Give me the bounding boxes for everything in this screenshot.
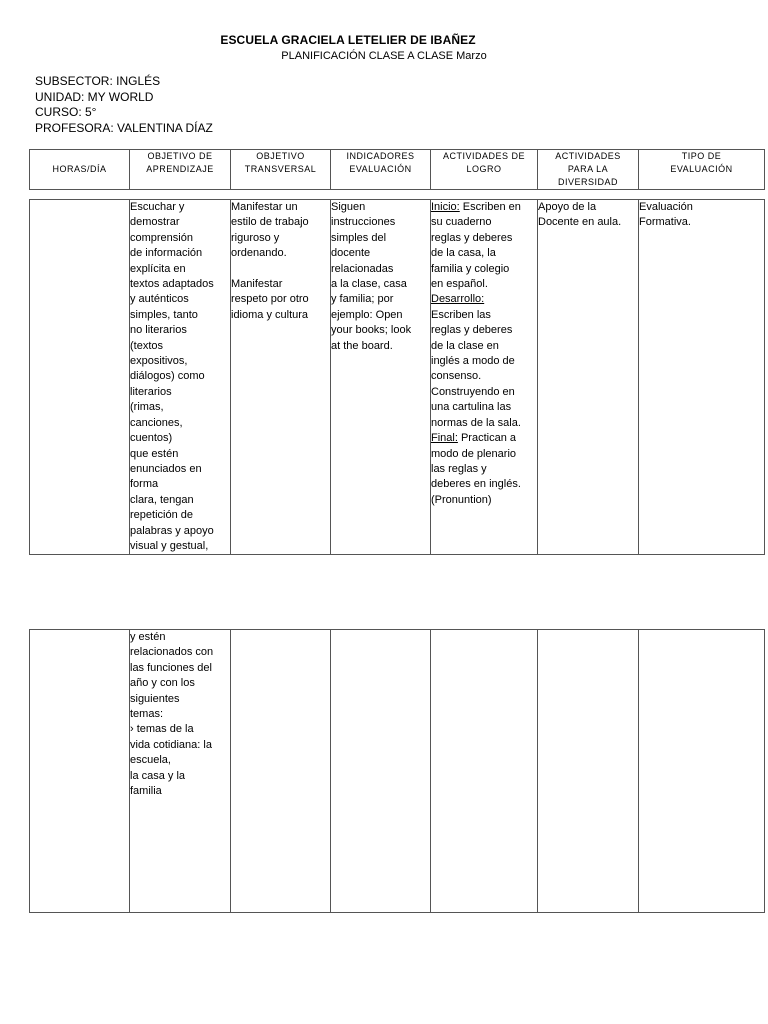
cell-text-line [431, 323, 537, 338]
cell-text-line: no literarios [130, 324, 187, 337]
planning-table-row-1 [29, 199, 765, 555]
cell-text-line [431, 385, 537, 400]
cell-text-line [431, 308, 537, 323]
cell-text-line [431, 447, 537, 462]
cell-actividades-logro [431, 200, 538, 555]
header-horas: HORAS/DÍA [30, 150, 130, 190]
cell-text-line: literarios [130, 385, 172, 398]
cell-diversidad [538, 200, 639, 555]
cell-text-line: ordenando. [231, 247, 287, 260]
cell-text-line: instrucciones [331, 216, 396, 229]
header-row [30, 150, 765, 190]
cell-text: Escriben en [459, 201, 521, 213]
cell-text-line: vida cotidiana: la [130, 738, 212, 751]
cell-text: reglas y deberes [431, 231, 513, 244]
cell-text-line [431, 292, 537, 307]
cell-text: deberes en inglés. [431, 478, 521, 491]
cell-text: inglés a modo de [431, 355, 515, 368]
cell-text-line: relacionados con [130, 646, 214, 659]
cell-text-line: Formativa. [639, 216, 691, 229]
cell-text-line: año y con los [130, 677, 195, 690]
cell-text: modo de plenario [431, 447, 517, 460]
section-label: Inicio: [431, 201, 460, 213]
cell-objetivo-aprendizaje [130, 200, 231, 555]
cell-text-line [431, 215, 537, 230]
cell-tipo-evaluacion [639, 630, 765, 913]
cell-text-line [431, 477, 537, 492]
cell-text: normas de la sala. [431, 416, 521, 429]
planning-table-row-2 [29, 629, 765, 913]
cell-text-line: estilo de trabajo [231, 216, 309, 229]
table-row [30, 200, 765, 555]
section-label: Final: [431, 432, 458, 445]
cell-text-line: simples del [331, 231, 387, 244]
cell-text-line: respeto por otro [231, 293, 309, 306]
cell-text-line: siguientes [130, 692, 180, 705]
profesora-line: PROFESORA: VALENTINA DÍAZ [35, 120, 213, 135]
cell-text-line [431, 400, 537, 415]
cell-text-line: palabras y apoyo [130, 524, 214, 537]
cell-text-line: de información [130, 247, 203, 260]
cell-text-line [431, 200, 537, 215]
header-tipo-evaluacion [639, 150, 765, 190]
cell-text-line: Escuchar y [130, 201, 185, 213]
cell-text-line: enunciados en [130, 462, 202, 475]
cell-text-line: (rimas, [130, 401, 164, 414]
cell-text-line [431, 231, 537, 246]
cell-text: reglas y deberes [431, 324, 513, 337]
cell-text-line [431, 354, 537, 369]
cell-indicadores [331, 200, 431, 555]
cell-text-line: las funciones del [130, 661, 212, 674]
cell-text-line: canciones, [130, 416, 183, 429]
cell-text-line: escuela, [130, 754, 171, 767]
cell-text-line: repetición de [130, 509, 193, 522]
cell-text-line: › temas de la [130, 723, 194, 736]
cell-text-line: Docente en aula. [538, 216, 622, 229]
cell-text: (Pronuntion) [431, 493, 492, 506]
header-label-line: ACTIVIDADES [555, 151, 621, 161]
plan-title: PLANIFICACIÓN CLASE A CLASE Marzo [281, 50, 487, 62]
cell-text: su cuaderno [431, 216, 492, 229]
cell-text-line: at the board. [331, 339, 393, 352]
cell-text-line: Siguen [331, 201, 366, 213]
cell-text-line [431, 431, 537, 446]
cell-text-line: clara, tengan [130, 493, 194, 506]
cell-text-line [231, 262, 330, 277]
cell-text-line [431, 246, 537, 261]
cell-text-line: textos adaptados [130, 278, 214, 291]
cell-text: en español. [431, 278, 488, 291]
cell-text-line: Manifestar [231, 278, 283, 291]
header-label-line: TIPO DE [681, 151, 722, 161]
header-actividades-diversidad [538, 150, 639, 190]
cell-indicadores [331, 630, 431, 913]
cell-text-line: docente [331, 247, 371, 260]
header-label-line: APRENDIZAJE [146, 164, 214, 174]
cell-text-line: comprensión [130, 231, 193, 244]
section-label: Desarrollo: [431, 293, 485, 306]
header-label-line: INDICADORES [346, 151, 415, 161]
cell-text-line: a la clase, casa [331, 278, 407, 291]
header-objetivo-transversal [231, 150, 331, 190]
cell-text: Construyendo en [431, 385, 515, 398]
header-label-line: EVALUACIÓN [349, 164, 412, 174]
header-actividades-logro [431, 150, 538, 190]
school-name: ESCUELA GRACIELA LETELIER DE IBAÑEZ [220, 33, 476, 47]
cell-tipo-evaluacion [639, 200, 765, 555]
header-label-line: ACTIVIDADES DE [442, 151, 525, 161]
cell-text-line: Manifestar un [231, 201, 298, 213]
course-info [35, 74, 213, 136]
cell-text-line [431, 416, 537, 431]
cell-text-line: cuentos) [130, 432, 173, 445]
cell-text-line: explícita en [130, 262, 186, 275]
cell-text-line [431, 369, 537, 384]
cell-text-line: simples, tanto [130, 308, 198, 321]
cell-text-line: la casa y la [130, 769, 186, 782]
cell-diversidad [538, 630, 639, 913]
cell-text: una cartulina las [431, 401, 512, 414]
cell-horas [30, 630, 130, 913]
cell-text-line: que estén [130, 447, 179, 460]
cell-text-line: y familia; por [331, 293, 394, 306]
header-label-line: TRANSVERSAL [244, 164, 317, 174]
cell-text-line: Evaluación [639, 201, 693, 213]
header-objetivo-aprendizaje [130, 150, 231, 190]
curso-line: CURSO: 5° [35, 105, 97, 119]
header-label-line: EVALUACIÓN [670, 164, 733, 174]
cell-text-line: expositivos, [130, 355, 188, 368]
cell-text-line: riguroso y [231, 231, 280, 244]
cell-text-line: demostrar [130, 216, 180, 229]
cell-text-line: visual y gestual, [130, 539, 209, 552]
cell-text-line: relacionadas [331, 262, 394, 275]
cell-text-line: temas: [130, 708, 164, 721]
cell-text-line [431, 493, 537, 508]
cell-text-line [431, 262, 537, 277]
cell-text: familia y colegio [431, 262, 510, 275]
subsector-line: SUBSECTOR: INGLÉS [35, 74, 161, 88]
cell-objetivo-aprendizaje [130, 630, 231, 913]
cell-objetivo-transversal [231, 200, 331, 555]
header-label-line: DIVERSIDAD [557, 177, 618, 187]
header-label-line: PARA LA [567, 164, 609, 174]
cell-text: las reglas y [431, 462, 487, 475]
cell-text-line: ejemplo: Open [331, 308, 403, 321]
cell-text: consenso. [431, 370, 482, 383]
unidad-line: UNIDAD: MY WORLD [35, 89, 154, 104]
cell-actividades-logro [431, 630, 538, 913]
cell-text-line: diálogos) como [130, 370, 205, 383]
cell-text: Escriben las [431, 308, 491, 321]
cell-text-line [431, 339, 537, 354]
cell-text-line: familia [130, 785, 162, 798]
cell-text-line: idioma y cultura [231, 308, 309, 321]
header-table [29, 149, 765, 190]
header-label-line: OBJETIVO DE [147, 151, 213, 161]
cell-horas [30, 200, 130, 555]
cell-text-line [431, 462, 537, 477]
header-label-line: OBJETIVO [256, 151, 305, 161]
table-row [30, 630, 765, 913]
cell-text-line: y estén [130, 631, 166, 643]
cell-text-line: (textos [130, 339, 164, 352]
cell-text: Practican a [457, 432, 516, 445]
header-indicadores [331, 150, 431, 190]
cell-text: de la casa, la [431, 247, 496, 260]
cell-text-line [431, 277, 537, 292]
cell-text-line: y auténticos [130, 293, 189, 306]
cell-text-line: Apoyo de la [538, 201, 597, 213]
cell-text-line: forma [130, 478, 159, 491]
cell-text-line: your books; look [331, 324, 412, 337]
header-label-line: LOGRO [466, 164, 502, 174]
cell-text: de la clase en [431, 339, 499, 352]
cell-objetivo-transversal [231, 630, 331, 913]
